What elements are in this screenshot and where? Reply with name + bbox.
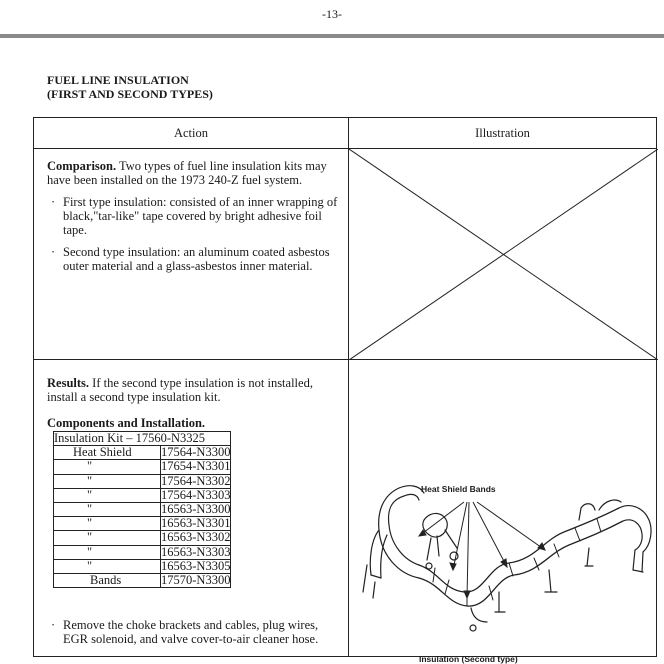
parts-row xyxy=(54,517,231,531)
parts-row xyxy=(54,460,231,474)
parts-row xyxy=(54,488,231,502)
fuel-line-drawing xyxy=(363,486,651,631)
page-number: -13- xyxy=(322,7,342,21)
fuel-line-insulation-illustration xyxy=(349,360,658,660)
crossed-out-placeholder xyxy=(349,149,658,360)
bands-part-number: 17570-N3300 xyxy=(161,573,231,588)
ditto-mark: " xyxy=(54,559,161,573)
first-type-bullet: · First type insulation: consisted of an inner wrapping of black,"tar-like" tape covered by bright adhesive foil tape. xyxy=(51,195,338,237)
ditto-mark: " xyxy=(54,460,161,474)
part-number: 17654-N3301 xyxy=(161,459,231,474)
ditto-mark: " xyxy=(54,488,161,502)
comparison-label: Comparison. xyxy=(47,159,117,173)
header-rule xyxy=(0,34,664,38)
part-number: 16563-N3305 xyxy=(161,558,231,573)
figure-caption: Insulation (Second type) xyxy=(419,654,518,664)
part-number: 17564-N3300 xyxy=(161,445,231,460)
parts-row-bands xyxy=(54,574,231,588)
ditto-mark: " xyxy=(54,517,161,531)
second-type-text: Second type insulation: an aluminum coated asbestos outer material and a glass-asbestos inner material. xyxy=(63,245,330,273)
part-number: 17564-N3303 xyxy=(161,487,231,502)
parts-row xyxy=(54,503,231,517)
ditto-mark: " xyxy=(54,474,161,488)
first-type-text: First type insulation: consisted of an inner wrapping of black,"tar-like" tape covered by bright adhesive foil tape. xyxy=(63,195,338,237)
part-number: 16563-N3301 xyxy=(161,516,231,531)
illustration-cell xyxy=(349,360,657,664)
parts-row xyxy=(54,531,231,545)
kit-part-number: 17560-N3325 xyxy=(135,431,206,445)
components-heading: Components and Installation. xyxy=(47,416,206,430)
parts-list xyxy=(53,431,231,588)
results-label: Results. xyxy=(47,376,90,390)
part-number: 16563-N3300 xyxy=(161,502,231,517)
removal-step-bullet: · Remove the choke brackets and cables, plug wires, EGR solenoid, and valve cover-to-air cleaner hose. xyxy=(51,618,319,647)
ditto-mark: " xyxy=(54,531,161,545)
parts-row-kit xyxy=(54,432,231,446)
header-row xyxy=(34,118,657,149)
comparison-cell xyxy=(34,149,349,360)
comparison-paragraph xyxy=(47,159,340,187)
parts-row xyxy=(54,545,231,559)
results-row xyxy=(34,360,657,657)
second-type-bullet: · Second type insulation: an aluminum coated asbestos outer material and a glass-asbestos inner material. xyxy=(51,245,330,273)
heat-shield-label: Heat Shield xyxy=(54,446,161,460)
parts-row xyxy=(54,474,231,488)
section-title-line-2: (FIRST AND SECOND TYPES) xyxy=(47,87,213,101)
results-cell xyxy=(34,360,349,657)
procedure-table xyxy=(33,117,657,664)
comparison-text: Two types of fuel line insulation kits may have been installed on the 1973 240-Z fuel system. xyxy=(47,159,327,187)
part-number: 16563-N3303 xyxy=(161,544,231,559)
ditto-mark: " xyxy=(54,545,161,559)
empty-illustration-cell xyxy=(349,149,657,360)
parts-row xyxy=(54,559,231,573)
heat-shield-bands-callout: Heat Shield Bands xyxy=(421,484,496,494)
results-text: If the second type insulation is not installed, install a second type insulation kit. xyxy=(47,376,313,404)
results-paragraph xyxy=(47,376,340,404)
parts-row xyxy=(54,446,231,460)
header-illustration: Illustration xyxy=(349,118,657,149)
comparison-row xyxy=(34,149,657,360)
kit-label: Insulation Kit – xyxy=(54,431,133,445)
bands-label: Bands xyxy=(54,574,161,588)
section-title-line-1: FUEL LINE INSULATION xyxy=(47,73,189,87)
part-number: 16563-N3302 xyxy=(161,530,231,545)
removal-step-text: Remove the choke brackets and cables, plug wires, EGR solenoid, and valve cover-to-air cleaner hose. xyxy=(63,618,319,647)
header-action: Action xyxy=(34,118,349,149)
ditto-mark: " xyxy=(54,503,161,517)
part-number: 17564-N3302 xyxy=(161,473,231,488)
section-title xyxy=(47,73,213,101)
